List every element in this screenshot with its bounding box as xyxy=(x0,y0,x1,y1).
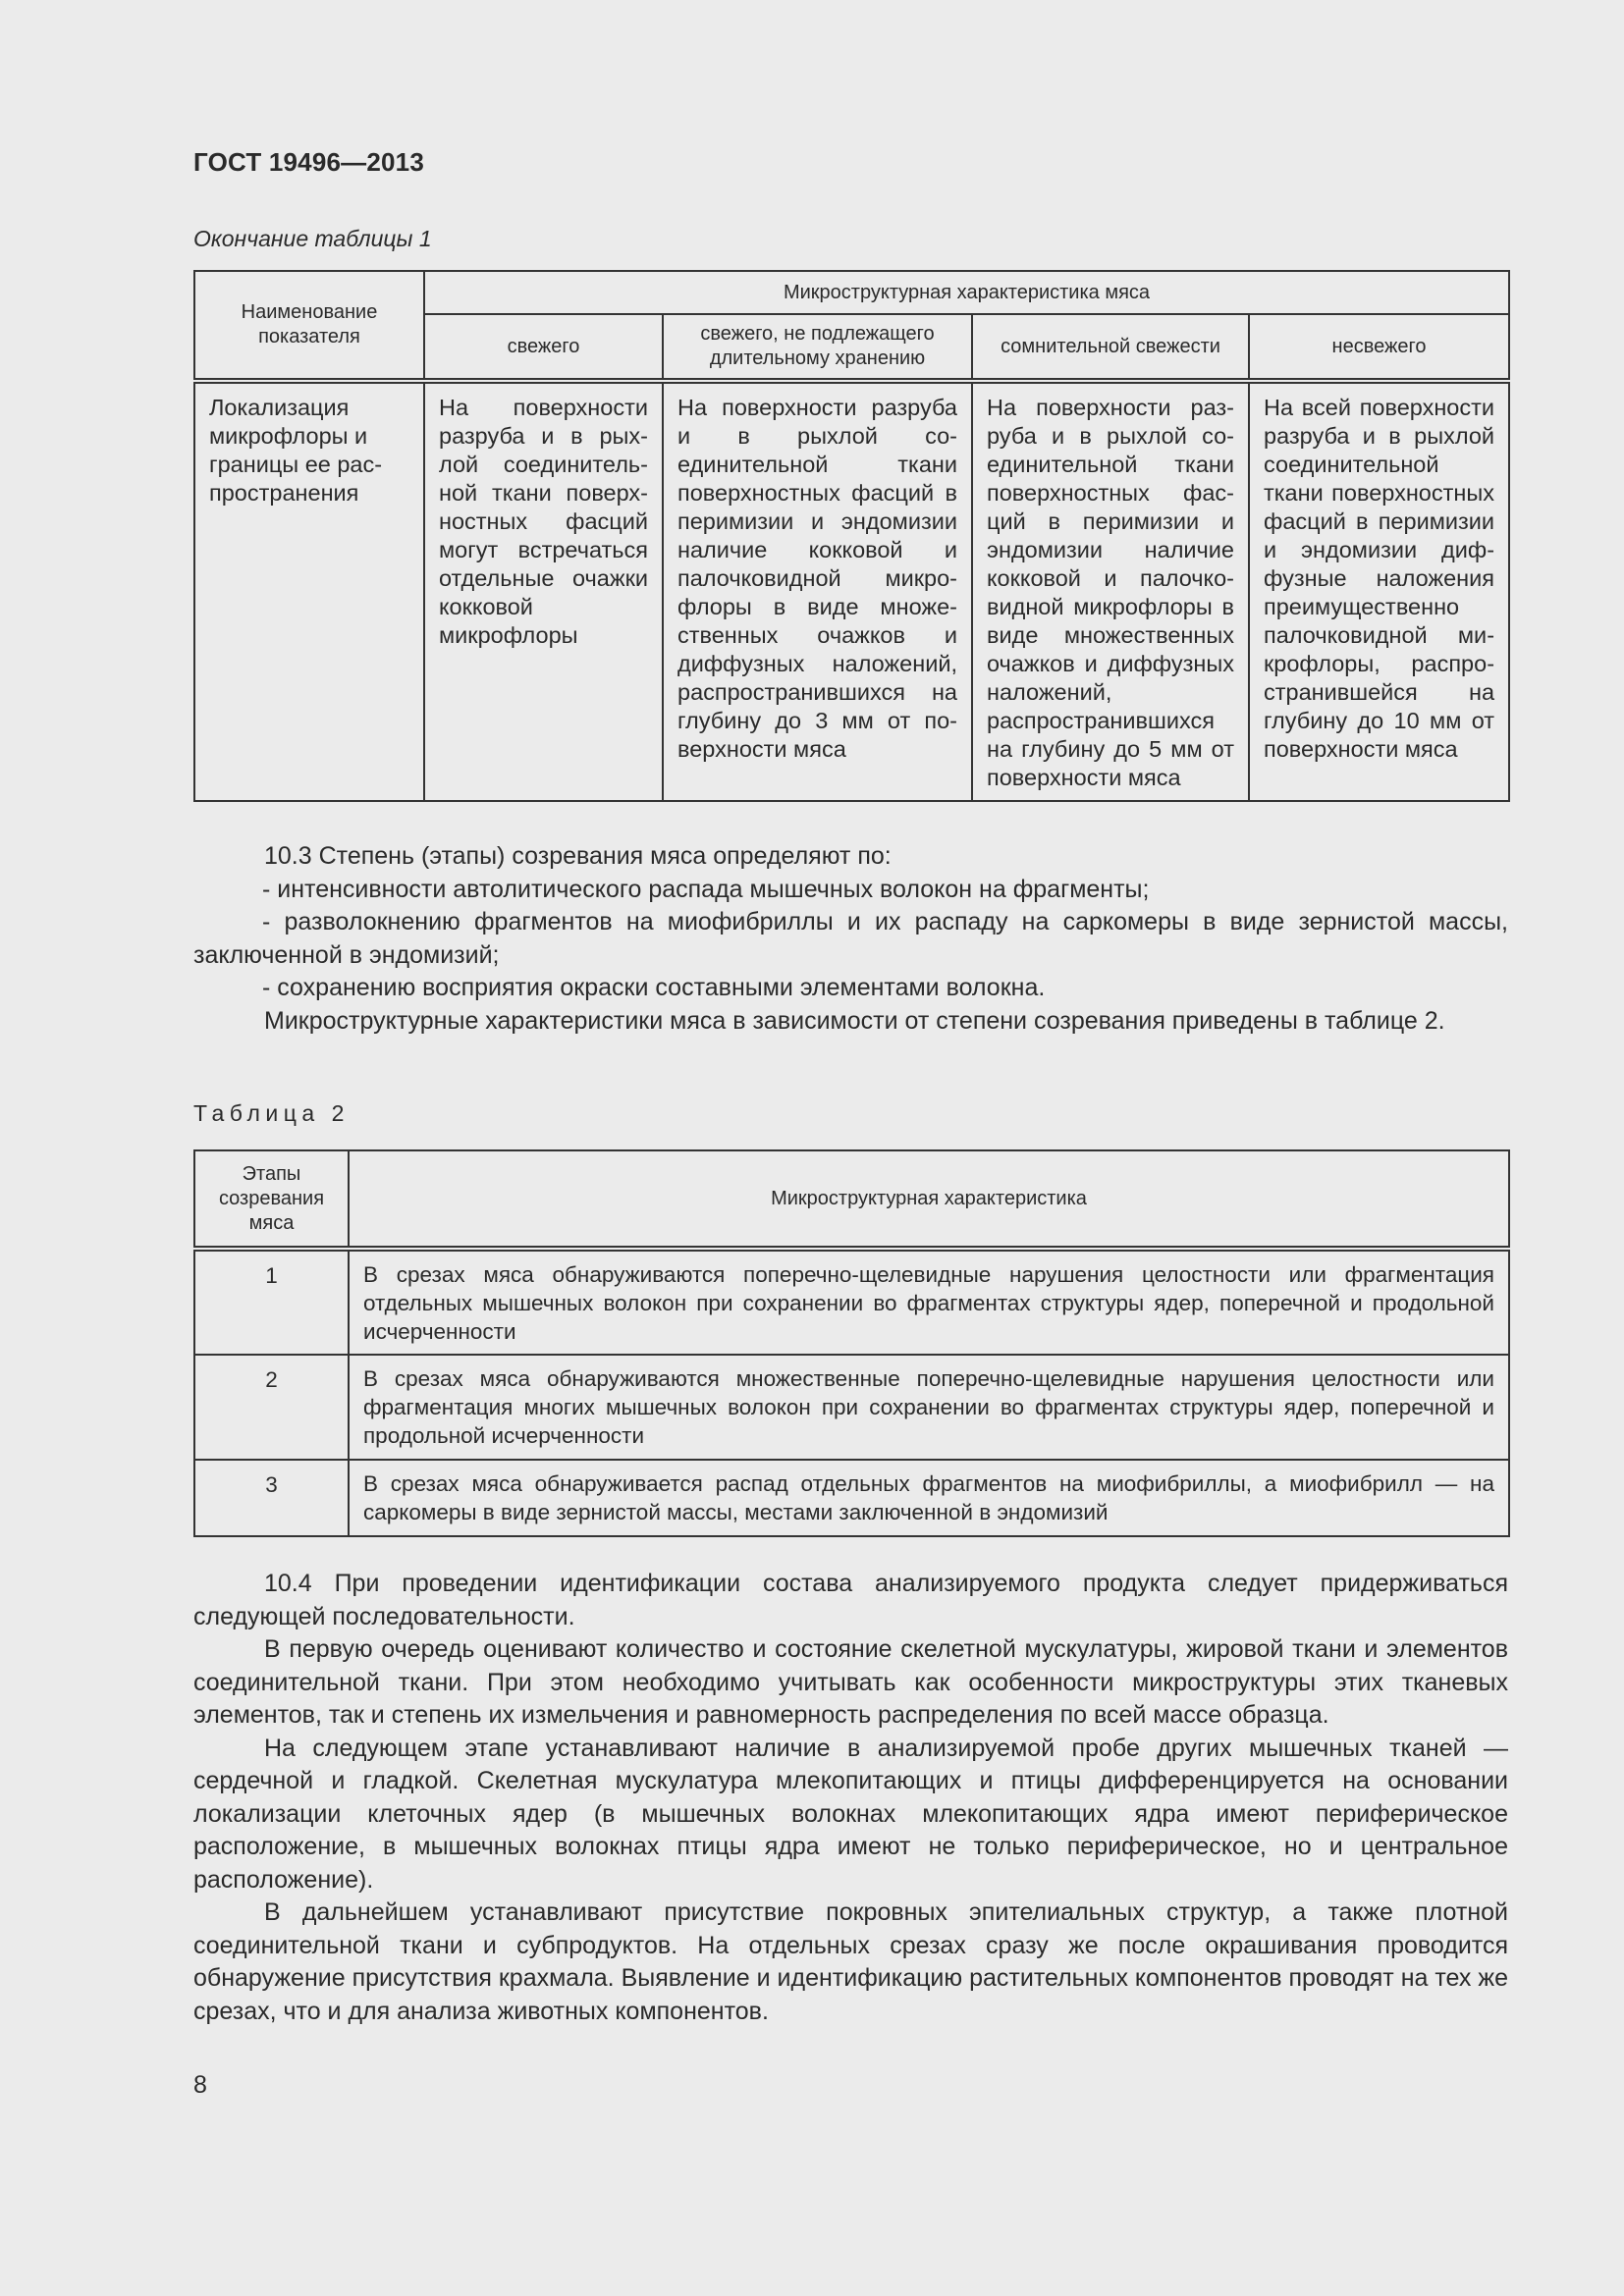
table2-stage-cell: 2 xyxy=(194,1355,349,1460)
page-number: 8 xyxy=(193,2071,207,2099)
table1-cell: На всей поверхности разруба и в рыхлой соединительной ткани поверхностных фасций в перимизии и эндомизии диффузные наложения преимущественно палочковидной микрофлоры, распространившейся на глубину до 10 мм от поверхности мяса xyxy=(1249,381,1509,801)
table1 xyxy=(193,270,1510,802)
table2-stage-cell: 1 xyxy=(194,1249,349,1355)
table2-stage-cell: 3 xyxy=(194,1460,349,1536)
section-10-3-closing: Микроструктурные характеристики мяса в зависимости от степени созревания приведены в таблице 2. xyxy=(264,1006,1445,1035)
table2-desc-cell: В срезах мяса обнаруживается распад отдельных фрагментов на миофибриллы, а миофибрилл — на саркомеры в виде зернистой массы, местами заключенной в эндомизий xyxy=(349,1460,1509,1536)
table1-cell: На поверхности разруба и в рыхлой соединительной ткани поверхностных фасций в перимизии и эндомизии наличие кокковой и палочковидной микрофлоры в виде множественных очажков и диффузных наложений, распространившихся на глубину до 3 мм от поверхности мяса xyxy=(663,381,972,801)
table1-header-indicator: Наименование показателя xyxy=(194,271,424,381)
section-10-4 xyxy=(193,1568,1508,2028)
table1-subheader: несвежего xyxy=(1249,314,1509,381)
table1-header-group: Микроструктурная характеристика мяса xyxy=(424,271,1509,314)
list-item: - разволокнению фрагментов на миофибриллы и их распаду на саркомеры в виде зернистой массы, заключенной в эндомизий; xyxy=(193,908,1508,969)
table2-desc-cell: В срезах мяса обнаруживаются множественные поперечно-щелевидные нарушения целостности или фрагментация многих мышечных волокон при сохранении во фрагментах структуры ядер, поперечной и продольной исчерченности xyxy=(349,1355,1509,1460)
table1-subheader: свежего xyxy=(424,314,663,381)
table-row xyxy=(194,381,1509,801)
table2 xyxy=(193,1149,1510,1537)
table1-cell: На поверхности разруба и в рыхлой соединительной ткани поверхностных фасций в перимизии и эндомизии наличие кокковой и палочковидной микрофлоры в виде множественных очажков и диффузных наложений, распространившихся на глубину до 5 мм от поверхности мяса xyxy=(972,381,1249,801)
table1-caption: Окончание таблицы 1 xyxy=(193,226,432,251)
table2-header-desc: Микроструктурная характеристика xyxy=(349,1150,1509,1249)
table1-indicator-cell: Локализация микрофлоры и границы ее распространения xyxy=(194,381,424,801)
list-item: - сохранению восприятия окраски составными элементами волокна. xyxy=(262,974,1046,1001)
table-row xyxy=(194,1355,1509,1460)
paragraph: В первую очередь оценивают количество и состояние скелетной мускулатуры, жировой ткани и элементов соединительной ткани. При этом необходимо учитывать как особенности микроструктуры этих тканевых элементов, так и степень их измельчения и равномерность распределения по всей массе образца. xyxy=(193,1635,1508,1729)
paragraph: На следующем этапе устанавливают наличие в анализируемой пробе других мышечных тканей — сердечной и гладкой. Скелетная мускулатура млекопитающих и птицы дифференцируется на основании локализации клеточных ядер (в мышечных волокнах млекопитающих ядра имеют периферическое расположение, в мышечных волокнах птицы ядра имеют не только периферическое, но и центральное расположение). xyxy=(193,1734,1508,1894)
table2-label: Таблица 2 xyxy=(193,1100,350,1126)
table1-cell: На поверхности разруба и в рыхлой соединительной ткани поверхностных фасций могут встречаться отдельные очажки кокковой микрофлоры xyxy=(424,381,663,801)
document-header: ГОСТ 19496—2013 xyxy=(193,147,424,177)
table1-subheader: сомнительной свежести xyxy=(972,314,1249,381)
section-10-3 xyxy=(193,840,1508,1038)
table-row xyxy=(194,1249,1509,1355)
list-item: - интенсивности автолитического распада мышечных волокон на фрагменты; xyxy=(262,875,1150,903)
table2-header-stage: Этапы созревания мяса xyxy=(194,1150,349,1249)
section-10-3-intro: 10.3 Степень (этапы) созревания мяса определяют по: xyxy=(264,842,892,870)
paragraph: 10.4 При проведении идентификации состава анализируемого продукта следует придерживаться следующей последовательности. xyxy=(193,1570,1508,1630)
table-row xyxy=(194,1460,1509,1536)
table2-desc-cell: В срезах мяса обнаруживаются поперечно-щелевидные нарушения целостности или фрагментация отдельных мышечных волокон при сохранении во фрагментах структуры ядер, поперечной и продольной исчерченности xyxy=(349,1249,1509,1355)
paragraph: В дальнейшем устанавливают присутствие покровных эпителиальных структур, а также плотной соединительной ткани и субпродуктов. На отдельных срезах сразу же после окрашивания проводится обнаружение присутствия крахмала. Выявление и идентификацию растительных компонентов проводят на тех же срезах, что и для анализа животных компонентов. xyxy=(193,1898,1508,2025)
table1-subheader: свежего, не подлежащего длительному хранению xyxy=(663,314,972,381)
